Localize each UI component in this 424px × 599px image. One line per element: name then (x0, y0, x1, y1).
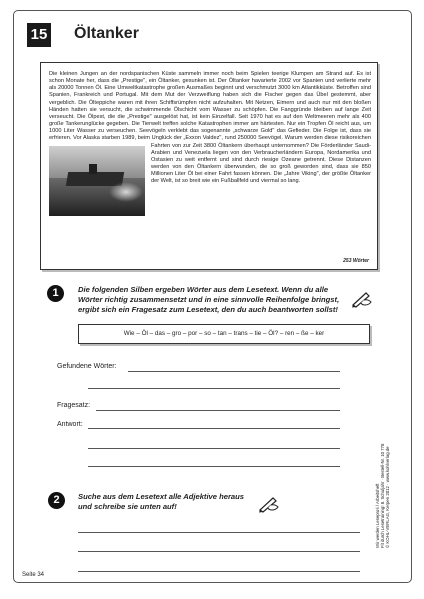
answer-line-3[interactable] (88, 466, 340, 467)
answer-line-2[interactable] (88, 448, 340, 449)
credit-line-2: Fit durch Lesetraining! 8. Schuljahr · Bestell-Nr. 10 778 (380, 443, 386, 548)
lesson-number-badge: 15 (27, 23, 51, 47)
reading-text-part-1: Die kleinen Jungen an der nordspanischen Küste sammeln immer noch beim Spielen teerige Klumpen am Strand auf. Es ist schon Monate her, dass die „Prestige", ein Öltanker, gesunken ist. Der Öltanker havarierte 2002 vor Spanien und verlierte mehr als 20000 Tonnen Öl. Eine Umweltkatastrophe großen Ausmaßes beginnt und verschmutzt 3000 km Atlantikküste. Betroffen sind Spanien, Frankreich und Portugal. Mit dem Mut der Verzweiflung haben sich die Fischer gegen das Übel gestemmt, aber vergeblich. Die Ölteppiche waren mit ihren Schiffsrümpfen nicht aufzuhalten. Mit Netzen, Eimern und auch nur mit den bloßen Händen hatten sie versucht, die schwimmende Ölschicht vom Wasser zu schöpfen. Die Fanggründe bleiben auf lange Zeit verseucht. Die Ölpest, die die „Prestige" ausgelöst hat, ist kein Einzelfall. Seit 1970 hat es auf den Weltmeeren mehr als 400 große Tankerunglücke gegeben. Die Tierwelt treffen solche Katastrophen immer am härtesten. Nur ein Tropfen Öl reicht aus, um 1000 Liter Wasser zu verseuchen. Seevögeln verklebt das sogenannte „schwarze Gold" das Gefieder. Die Folge ist, dass sie erfrieren. Vor Alaska starben 1989, beim Unglück der „Exxon Valdez", rund 250000 Seevögel. Warum werden diese risikoreichen Fahrten (49, 71, 371, 149)
credit-line-1: Wir werden Lesepro!i / Arbeitsheft (375, 483, 380, 548)
syllables-box: Wie – Öl – das – gro – por – so – tan – trans – tie – Öl? – ren – ße – ker (78, 324, 370, 344)
answer-line-1[interactable] (88, 428, 340, 429)
reading-text (49, 71, 371, 218)
publisher-credit (375, 372, 405, 548)
adjectives-line-3[interactable] (78, 571, 360, 572)
adjectives-line-1[interactable] (78, 532, 360, 533)
found-words-line-2[interactable] (88, 388, 340, 389)
page-number: Seite 34 (22, 572, 45, 578)
found-words-label: Gefundene Wörter: (57, 363, 117, 370)
writing-hand-icon (350, 290, 374, 308)
answer-label: Antwort: (57, 421, 83, 428)
task-1-instruction: Die folgenden Silben ergeben Wörter aus dem Lesetext. Wenn du alle Wörter richtig zusammensetzt und in eine sinnvolle Reihenfolge bringst, ergibt sich ein Fragesatz zum Lesetext, den du auch beantworten sollst! (78, 285, 340, 314)
writing-hand-icon-2 (257, 495, 281, 513)
task-2-instruction: Suche aus dem Lesetext alle Adjektive heraus und schreibe sie unten auf! (78, 492, 245, 511)
oil-tanker-photo (49, 146, 145, 216)
reading-text-part-2: von zur Zeit 3800 Öltankern überhaupt unternommen? Die Förderländer Saudi-Arabien und Venezuela liegen von den Verbraucherländern Europa, Nordamerika und Ostasien zu weit entfernt und sind durch riesige Ozeane getrennt. Diese Distanzen werden von den Öltankern überwunden, die so groß geworden sind, dass sie 850 Millionen Liter Öl bei einer Fahrt fassen können. Die „Jahre Viking", der größte Öltanker der Welt, ist so breit wie ein Fußballfeld und viermal so lang. (151, 142, 372, 185)
page-title: Öltanker (74, 25, 139, 42)
credit-publisher: © KOHL-VERLAG, Kerpen 2012 · www.kohlverlag.de (385, 446, 391, 548)
question-label: Fragesatz: (57, 402, 91, 409)
photo-wave-spray (109, 182, 143, 202)
found-words-line-1[interactable] (128, 371, 340, 372)
task-2-number: 2 (48, 492, 65, 509)
word-count: 253 Wörter (343, 258, 369, 264)
task-1-number: 1 (47, 285, 64, 302)
adjectives-line-2[interactable] (78, 551, 360, 552)
question-line-1[interactable] (96, 410, 340, 411)
reading-text-box (40, 62, 378, 270)
photo-ship-tower (89, 164, 97, 174)
